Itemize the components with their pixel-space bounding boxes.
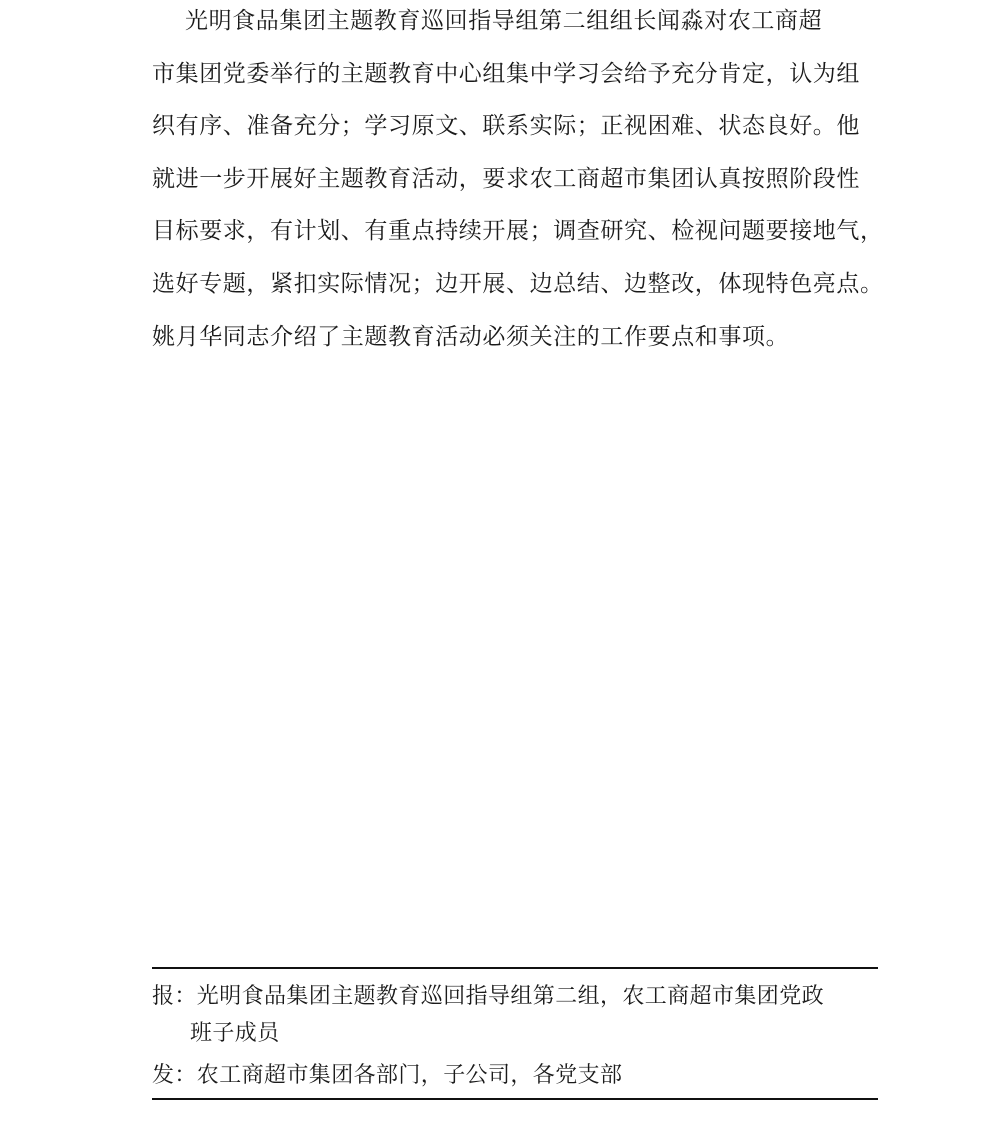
paragraph-line: 目标要求，有计划、有重点持续开展；调查研究、检视问题要接地气，: [152, 218, 884, 245]
report-to-continuation-text: 班子成员: [190, 1021, 280, 1046]
body-paragraph: [152, 6, 884, 374]
paragraph-line: 市集团党委举行的主题教育中心组集中学习会给予充分肯定，认为组: [152, 60, 860, 87]
paragraph-line: 姚月华同志介绍了主题教育活动必须关注的工作要点和事项。: [152, 323, 790, 350]
send-to-line: 发：农工商超市集团各部门，子公司，各党支部: [152, 1063, 623, 1088]
paragraph-line: 就进一步开展好主题教育活动，要求农工商超市集团认真按照阶段性: [152, 165, 860, 192]
report-to-continuation: [152, 1016, 280, 1047]
paragraph-line: 织有序、准备充分；学习原文、联系实际；正视困难、状态良好。他: [152, 113, 860, 140]
report-to-line: 报：光明食品集团主题教育巡回指导组第二组，农工商超市集团党政: [152, 984, 825, 1009]
paragraph-line: 光明食品集团主题教育巡回指导组第二组组长闻淼对农工商超: [185, 8, 823, 34]
top-divider: [152, 967, 878, 969]
paragraph-line: 选好专题，紧扣实际情况；边开展、边总结、边整改，体现特色亮点。: [152, 270, 884, 297]
bottom-divider: [152, 1098, 878, 1100]
